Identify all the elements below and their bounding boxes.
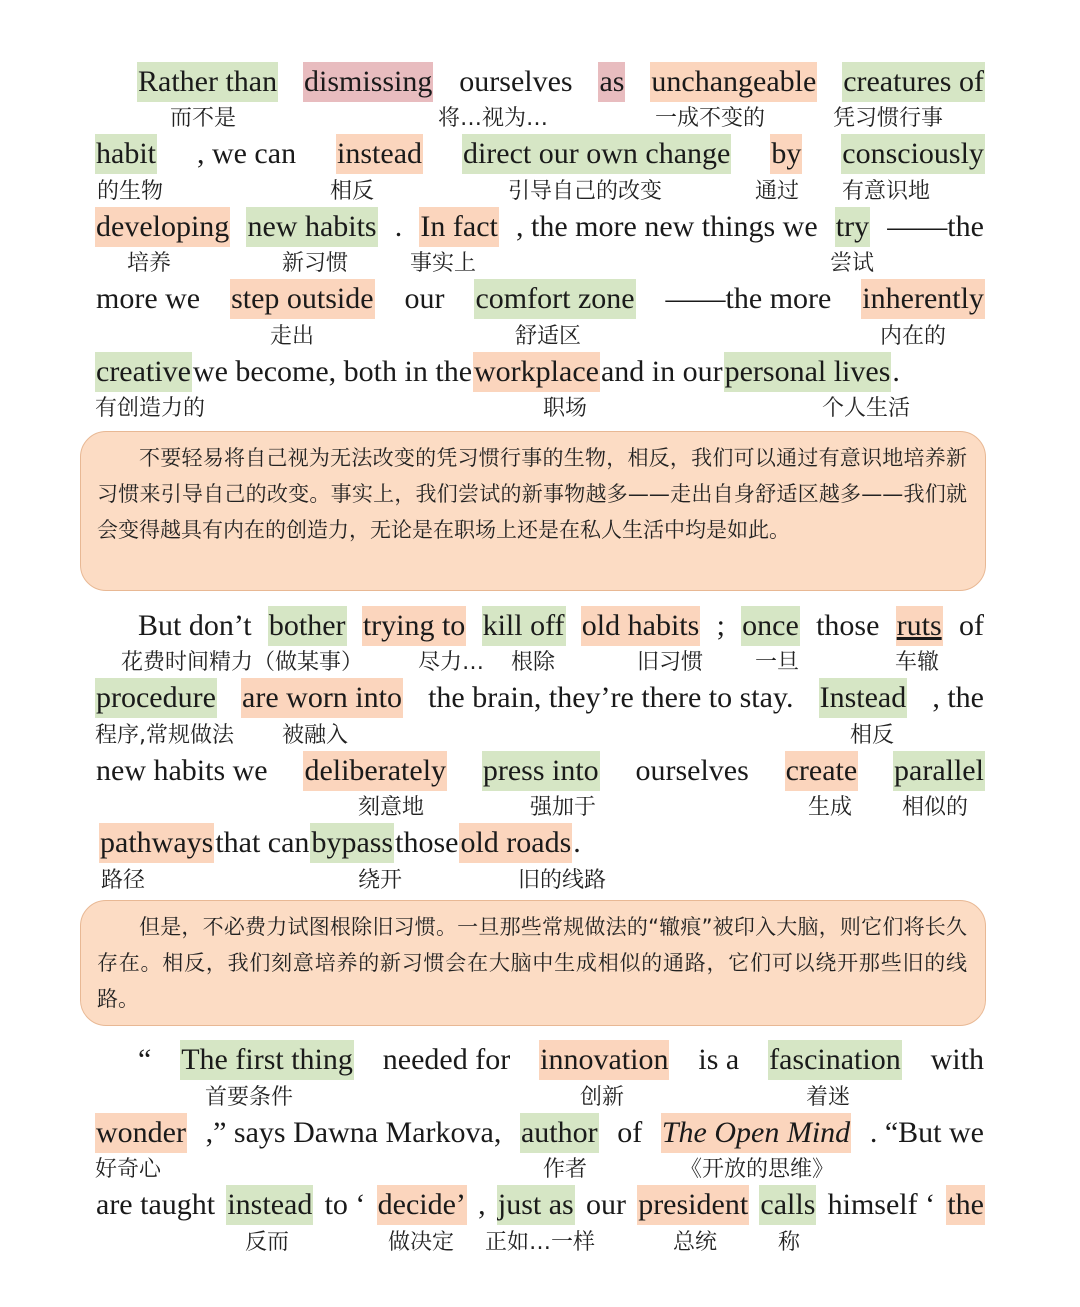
- gloss: 首要条件: [205, 1085, 294, 1110]
- highlighted-phrase: consciously: [841, 134, 985, 174]
- gloss: 总统: [673, 1230, 718, 1255]
- p3-line-1: [137, 1040, 985, 1080]
- highlighted-phrase: fascination: [768, 1040, 902, 1080]
- highlighted-phrase: decide’: [377, 1185, 467, 1225]
- highlighted-phrase: creatures of: [842, 62, 985, 102]
- gloss: 着迷: [806, 1085, 851, 1110]
- p2-line-3: [95, 751, 985, 791]
- p2-line-4: [99, 823, 989, 863]
- text-run: needed for: [382, 1043, 511, 1076]
- highlighted-phrase: press into: [482, 751, 600, 791]
- text-run: is a: [698, 1043, 740, 1076]
- gloss: 称: [778, 1230, 801, 1255]
- p3-line-2: [95, 1113, 985, 1153]
- translation-box-2: 但是，不必费力试图根除旧习惯。一旦那些常规做法的“辙痕”被印入大脑，则它们将长久存在。相反，我们刻意培养的新习惯会在大脑中生成相似的通路，它们可以绕开那些旧的线路。: [80, 900, 986, 1026]
- text-run: , we can: [196, 137, 297, 170]
- highlighted-phrase: president: [637, 1185, 749, 1225]
- text-run: ;: [716, 609, 725, 642]
- gloss: 生成: [808, 795, 853, 820]
- gloss: 将…视为…: [438, 106, 549, 131]
- gloss: 事实上: [410, 251, 477, 276]
- text-run: ——the: [887, 210, 984, 243]
- gloss: 舒适区: [515, 324, 582, 349]
- highlighted-phrase: pathways: [99, 823, 214, 863]
- gloss: 旧习惯: [637, 650, 704, 675]
- gloss: 做决定: [388, 1230, 455, 1255]
- highlighted-phrase: procedure: [95, 678, 217, 718]
- gloss: 正如…一样: [485, 1230, 596, 1255]
- text-run: those: [816, 609, 880, 642]
- gloss: 新习惯: [282, 251, 349, 276]
- text-run: ,” says Dawna Markova,: [205, 1116, 502, 1149]
- highlighted-phrase: The Open Mind: [661, 1113, 851, 1153]
- text-run: , the more new things we: [516, 210, 818, 243]
- gloss: 《开放的思维》: [680, 1157, 835, 1182]
- text-run: are taught: [96, 1188, 216, 1221]
- gloss: 培养: [127, 251, 172, 276]
- gloss: 一旦: [755, 650, 800, 675]
- translation-box-1: 不要轻易将自己视为无法改变的凭习惯行事的生物，相反，我们可以通过有意识地培养新习惯来引导自己的改变。事实上，我们尝试的新事物越多——走出自身舒适区越多——我们就会变得越具有内在的创造力，无论是在职场上还是在私人生活中均是如此。: [80, 431, 986, 591]
- p3-line-3: [95, 1185, 985, 1225]
- highlighted-phrase: The first thing: [180, 1040, 354, 1080]
- gloss: 通过: [755, 179, 800, 204]
- gloss: 好奇心: [95, 1157, 162, 1182]
- highlighted-phrase: direct our own change: [462, 134, 731, 174]
- highlighted-phrase: kill off: [482, 606, 566, 646]
- gloss: 相反: [330, 179, 375, 204]
- gloss: 反而: [245, 1230, 290, 1255]
- text-run: ourselves: [635, 754, 749, 787]
- text-run: . “But we: [869, 1116, 984, 1149]
- gloss: 旧的线路: [518, 868, 607, 893]
- text-run: our: [404, 282, 445, 315]
- highlighted-phrase: unchangeable: [650, 62, 817, 102]
- gloss: 根除: [511, 650, 556, 675]
- gloss: 有创造力的: [95, 396, 206, 421]
- highlighted-phrase: Instead: [819, 678, 908, 718]
- highlighted-phrase: just as: [497, 1185, 575, 1225]
- gloss: 而不是: [170, 106, 237, 131]
- highlighted-phrase: are worn into: [241, 678, 403, 718]
- gloss: 个人生活: [822, 396, 911, 421]
- gloss: 被融入: [282, 723, 349, 748]
- gloss: 强加于: [530, 795, 597, 820]
- text-run: those: [395, 826, 459, 859]
- text-run: our: [585, 1188, 626, 1221]
- highlighted-phrase: deliberately: [303, 751, 447, 791]
- text-run: .: [573, 826, 581, 859]
- highlighted-phrase: wonder: [95, 1113, 187, 1153]
- highlighted-phrase: author: [520, 1113, 599, 1153]
- text-run: we become, both in the: [192, 355, 473, 388]
- gloss: 路径: [101, 868, 146, 893]
- highlighted-phrase: by: [770, 134, 802, 174]
- highlighted-phrase: calls: [759, 1185, 816, 1225]
- highlighted-phrase: as: [598, 62, 625, 102]
- highlighted-phrase: trying to: [362, 606, 467, 646]
- text-run: But don’t: [138, 609, 252, 642]
- gloss: 的生物: [97, 179, 164, 204]
- gloss: 有意识地: [842, 179, 931, 204]
- gloss: 尝试: [830, 251, 875, 276]
- gloss: 花费时间精力（做某事）: [121, 650, 364, 675]
- gloss: 相似的: [902, 795, 969, 820]
- p1-line-1: [137, 62, 985, 102]
- highlighted-phrase: the: [946, 1185, 985, 1225]
- p1-line-3: [95, 207, 985, 247]
- highlighted-phrase: create: [785, 751, 859, 791]
- text-run: .: [394, 210, 403, 243]
- highlighted-phrase: habit: [95, 134, 157, 174]
- highlighted-phrase: once: [741, 606, 800, 646]
- gloss: 车辙: [895, 650, 940, 675]
- gloss: 作者: [543, 1157, 588, 1182]
- gloss: 一成不变的: [655, 106, 766, 131]
- p1-line-5: [95, 352, 985, 392]
- highlighted-phrase: step outside: [230, 279, 375, 319]
- text-run: ,: [478, 1188, 486, 1221]
- gloss: 程序,常规做法: [95, 723, 234, 748]
- p1-line-4: [95, 279, 985, 319]
- gloss: 相反: [850, 723, 895, 748]
- text-run: with: [930, 1043, 984, 1076]
- highlighted-phrase: instead: [226, 1185, 313, 1225]
- highlighted-phrase: parallel: [893, 751, 985, 791]
- highlighted-phrase: personal lives: [724, 352, 892, 392]
- gloss: 职场: [543, 396, 588, 421]
- text-run: himself ‘: [827, 1188, 936, 1221]
- p1-line-2: [95, 134, 985, 174]
- highlighted-phrase: bypass: [310, 823, 394, 863]
- highlighted-phrase: bother: [268, 606, 347, 646]
- highlighted-phrase: Rather than: [137, 62, 278, 102]
- text-run: more we: [96, 282, 201, 315]
- highlighted-phrase: dismissing: [303, 62, 433, 102]
- highlighted-phrase: new habits: [246, 207, 377, 247]
- p2-line-1: [137, 606, 985, 646]
- gloss: 尽力…: [418, 650, 485, 675]
- highlighted-phrase: creative: [95, 352, 192, 392]
- text-run: .: [892, 355, 900, 388]
- highlighted-phrase: developing: [95, 207, 230, 247]
- text-run: to ‘: [324, 1188, 366, 1221]
- gloss: 刻意地: [358, 795, 425, 820]
- text-run: the brain, they’re there to stay.: [428, 681, 794, 714]
- gloss: 创新: [580, 1085, 625, 1110]
- text-run: “: [138, 1043, 152, 1076]
- highlighted-phrase: innovation: [539, 1040, 669, 1080]
- text-run: of: [958, 609, 984, 642]
- highlighted-phrase: workplace: [473, 352, 600, 392]
- gloss: 走出: [270, 324, 315, 349]
- highlighted-phrase: old roads: [459, 823, 572, 863]
- p2-line-2: [95, 678, 985, 718]
- highlighted-phrase: inherently: [861, 279, 985, 319]
- text-run: ourselves: [459, 65, 573, 98]
- text-run: that can: [215, 826, 310, 859]
- highlighted-phrase: In fact: [419, 207, 498, 247]
- text-run: ——the more: [665, 282, 832, 315]
- highlighted-phrase: instead: [336, 134, 423, 174]
- text-run: , the: [932, 681, 984, 714]
- highlighted-phrase: old habits: [581, 606, 701, 646]
- highlighted-phrase: try: [835, 207, 870, 247]
- highlighted-phrase: ruts: [896, 606, 943, 646]
- gloss: 内在的: [880, 324, 947, 349]
- highlighted-phrase: comfort zone: [474, 279, 635, 319]
- gloss: 引导自己的改变: [508, 179, 663, 204]
- text-run: of: [617, 1116, 643, 1149]
- text-run: new habits we: [96, 754, 268, 787]
- text-run: and in our: [600, 355, 723, 388]
- gloss: 绕开: [358, 868, 403, 893]
- gloss: 凭习惯行事: [833, 106, 944, 131]
